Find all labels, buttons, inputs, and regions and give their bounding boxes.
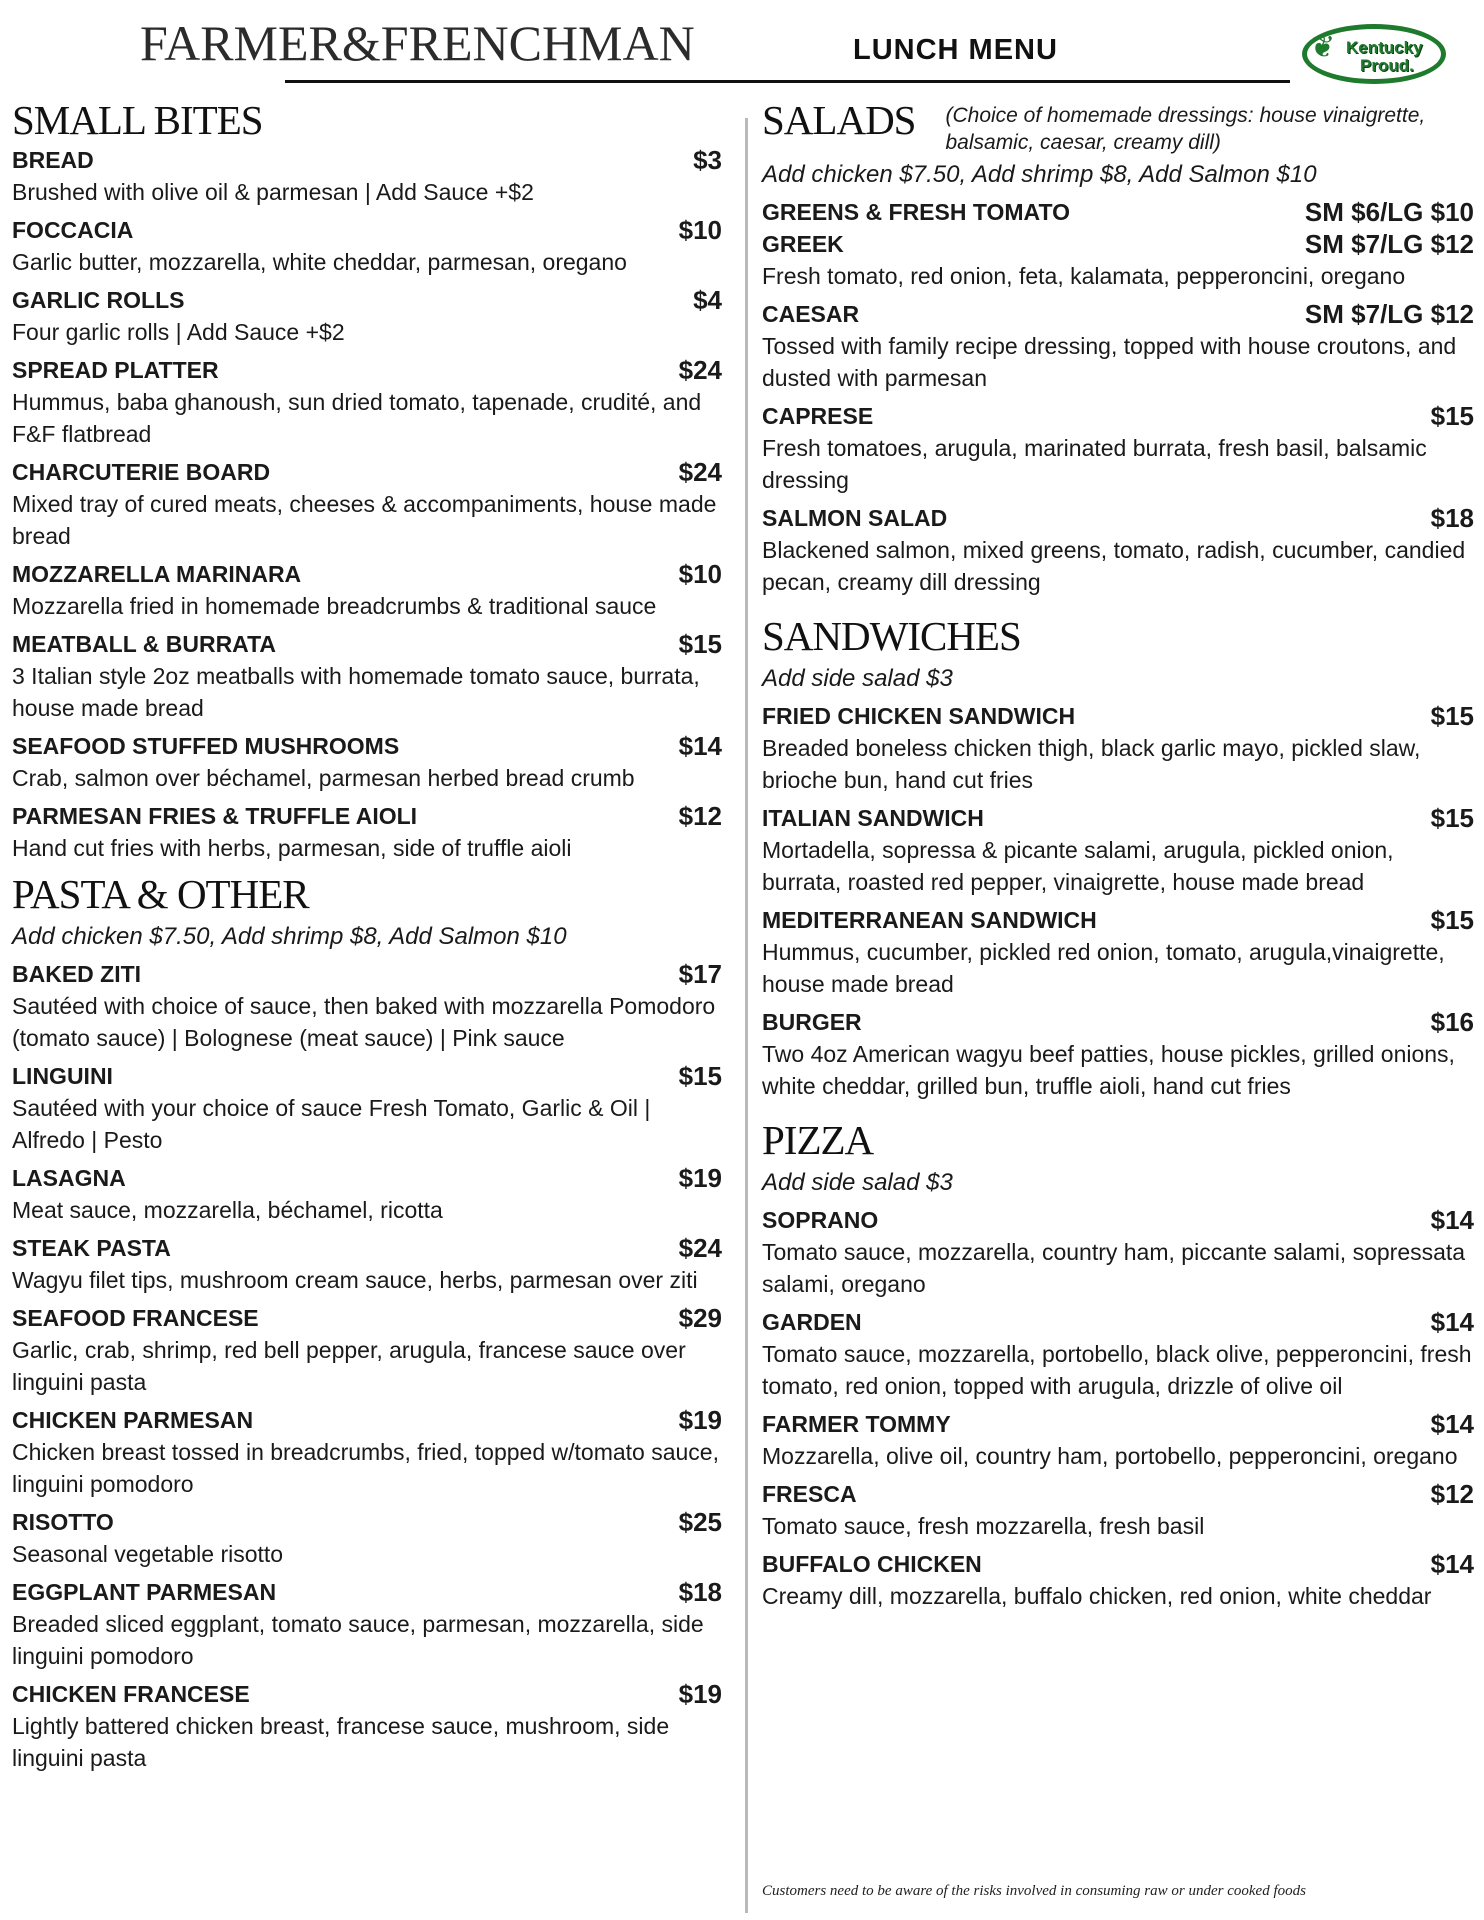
menu-item [12,1678,722,1774]
menu-item-description: Mixed tray of cured meats, cheeses & accompaniments, house made bread [12,491,717,549]
menu-item-header [762,802,1474,834]
menu-item-price: SM $6/LG $10 [1304,197,1474,227]
menu-item-name: ITALIAN SANDWICH [762,805,984,831]
menu-item-header [762,1478,1474,1510]
menu-item-header [12,1506,722,1538]
menu-item-price: $4 [693,285,722,315]
menu-item-name: FARMER TOMMY [762,1411,951,1437]
menu-item [762,1006,1474,1102]
menu-item-description: Crab, salmon over béchamel, parmesan herbed bread crumb [12,765,635,791]
menu-item-name: SALMON SALAD [762,505,948,531]
sandwiches-addon-note: Add side salad $3 [762,665,953,692]
left-column [12,96,722,1780]
menu-item-description: Hummus, baba ghanoush, sun dried tomato, tapenade, crudité, and F&F flatbread [12,389,702,447]
menu-item [762,904,1474,1000]
menu-item-name: FRIED CHICKEN SANDWICH [762,703,1076,729]
menu-item-header [12,144,722,176]
section-heading-sandwiches: SANDWICHES [762,613,1021,659]
menu-item-description: Tomato sauce, fresh mozzarella, fresh basil [762,1513,1205,1539]
menu-item-header [12,354,722,386]
menu-item-description: Chicken breast tossed in breadcrumbs, fried, topped w/tomato sauce, linguini pomodoro [12,1439,719,1497]
menu-item-name: SOPRANO [762,1207,879,1233]
salads-dressing-note: (Choice of homemade dressings: house vinaigrette, balsamic, caesar, creamy dill) [945,104,1426,154]
menu-item [762,502,1474,598]
menu-item-description: Meat sauce, mozzarella, béchamel, ricotta [12,1197,443,1223]
section-heading-pasta: PASTA & OTHER [12,871,309,917]
menu-item-price: $18 [1430,503,1474,533]
right-column [762,96,1474,1618]
menu-item-price: $24 [678,1233,722,1263]
menu-item [12,730,722,794]
menu-item-price: SM $7/LG $12 [1304,229,1474,259]
menu-item-description: Breaded boneless chicken thigh, black garlic mayo, pickled slaw, brioche bun, hand cut fries [762,735,1421,793]
menu-item-description: Two 4oz American wagyu beef patties, house pickles, grilled onions, white cheddar, grilled bun, truffle aioli, hand cut fries [762,1041,1455,1099]
menu-item-name: CHICKEN PARMESAN [12,1407,254,1433]
menu-item [12,1162,722,1226]
bird-icon: ❦ [1310,31,1336,64]
menu-item-price: $25 [678,1507,722,1537]
menu-item-price: $15 [678,1061,722,1091]
menu-item [762,1478,1474,1542]
menu-item-description: Sautéed with choice of sauce, then baked with mozzarella Pomodoro (tomato sauce) | Bolognese (meat sauce) | Pink sauce [12,993,716,1051]
menu-item-price: $14 [1430,1205,1474,1235]
small-bites-list [12,144,722,864]
menu-item-price: $15 [1430,701,1474,731]
menu-item-name: BUFFALO CHICKEN [762,1551,982,1577]
menu-item-price: $18 [678,1577,722,1607]
menu-item [762,1408,1474,1472]
menu-item-header [12,1404,722,1436]
menu-item-price: $15 [1430,905,1474,935]
menu-item-price: $15 [1430,401,1474,431]
menu-item-header [762,1408,1474,1440]
menu-item [762,228,1474,292]
menu-item-name: SPREAD PLATTER [12,357,219,383]
menu-item-name: GARDEN [762,1309,862,1335]
menu-item [12,958,722,1054]
menu-item [762,1548,1474,1612]
menu-item-price: $14 [678,731,722,761]
menu-item-name: SEAFOOD FRANCESE [12,1305,259,1331]
menu-item-price: $17 [678,959,722,989]
menu-item-price: $10 [678,559,722,589]
menu-item-header [12,1060,722,1092]
menu-item-header [12,284,722,316]
pizza-list [762,1204,1474,1612]
menu-item-header [762,1006,1474,1038]
menu-item-header [762,400,1474,432]
menu-item-header [12,1232,722,1264]
menu-item-price: $24 [678,355,722,385]
menu-item [12,628,722,724]
section-heading-small-bites: SMALL BITES [12,97,263,143]
menu-item [762,298,1474,394]
menu-item-header [762,196,1474,228]
menu-item-name: PARMESAN FRIES & TRUFFLE AIOLI [12,803,418,829]
pasta-list [12,958,722,1774]
menu-item-header [12,558,722,590]
menu-item-description: Lightly battered chicken breast, francese sauce, mushroom, side linguini pasta [12,1713,670,1771]
menu-item-name: LINGUINI [12,1063,113,1089]
menu-item-price: $12 [1430,1479,1474,1509]
menu-item-name: RISOTTO [12,1509,114,1535]
menu-title: LUNCH MENU [853,34,1058,66]
menu-item-price: $19 [678,1679,722,1709]
menu-item-description: Sautéed with your choice of sauce Fresh Tomato, Garlic & Oil | Alfredo | Pesto [12,1095,651,1153]
menu-item-description: Creamy dill, mozzarella, buffalo chicken, red onion, white cheddar [762,1583,1432,1609]
menu-item-header [12,730,722,762]
menu-item-description: Tomato sauce, mozzarella, portobello, black olive, pepperoncini, fresh tomato, red onion, topped with arugula, drizzle of olive oil [762,1341,1472,1399]
menu-item-header [12,958,722,990]
salads-list [762,196,1474,598]
menu-item-header [12,1162,722,1194]
column-divider [745,118,748,1913]
menu-item-header [12,1302,722,1334]
menu-item-price: $19 [678,1405,722,1435]
menu-item-description: Brushed with olive oil & parmesan | Add Sauce +$2 [12,179,534,205]
menu-item [12,1506,722,1570]
menu-item-price: $24 [678,457,722,487]
menu-item-description: Garlic butter, mozzarella, white cheddar, parmesan, oregano [12,249,627,275]
menu-item-price: $15 [1430,803,1474,833]
menu-item-description: Four garlic rolls | Add Sauce +$2 [12,319,345,345]
menu-item-header [12,800,722,832]
menu-item-description: Fresh tomato, red onion, feta, kalamata, pepperoncini, oregano [762,263,1406,289]
menu-item-price: $12 [678,801,722,831]
logo-word-2: Proud. [1360,56,1414,75]
menu-item-header [12,214,722,246]
salads-addon-note: Add chicken $7.50, Add shrimp $8, Add Salmon $10 [762,161,1317,188]
menu-item-price: $14 [1430,1307,1474,1337]
restaurant-name: FARMER&FRENCHMAN [140,15,695,71]
menu-item [12,558,722,622]
menu-item [762,1204,1474,1300]
menu-item [12,1302,722,1398]
menu-item-name: CAESAR [762,301,860,327]
menu-item-header [762,1306,1474,1338]
menu-item-name: BURGER [762,1009,862,1035]
food-safety-disclaimer: Customers need to be aware of the risks involved in consuming raw or under cooked foods [762,1883,1306,1899]
menu-item [12,144,722,208]
menu-item-description: Seasonal vegetable risotto [12,1541,284,1567]
sandwiches-list [762,700,1474,1102]
menu-item-name: GREEK [762,231,844,257]
menu-item-header [762,700,1474,732]
menu-item-description: Tossed with family recipe dressing, topped with house croutons, and dusted with parmesan [762,333,1457,391]
menu-item [12,354,722,450]
section-heading-salads: SALADS [762,97,916,143]
menu-item-name: BREAD [12,147,94,173]
menu-item-price: $14 [1430,1549,1474,1579]
menu-item-description: Hand cut fries with herbs, parmesan, side of truffle aioli [12,835,572,861]
menu-item-name: CHICKEN FRANCESE [12,1681,250,1707]
menu-item-name: MEATBALL & BURRATA [12,631,277,657]
menu-item [12,1404,722,1500]
menu-item [12,214,722,278]
menu-item-name: SEAFOOD STUFFED MUSHROOMS [12,733,400,759]
menu-item-price: SM $7/LG $12 [1304,299,1474,329]
menu-item-description: Tomato sauce, mozzarella, country ham, piccante salami, sopressata salami, oregano [762,1239,1466,1297]
menu-item-price: $10 [678,215,722,245]
menu-item-header [12,628,722,660]
menu-item-header [12,456,722,488]
salads-header [762,96,1474,156]
menu-item-name: LASAGNA [12,1165,126,1191]
menu-item-price: $15 [678,629,722,659]
menu-item [762,1306,1474,1402]
menu-item-description: Blackened salmon, mixed greens, tomato, radish, cucumber, candied pecan, creamy dill dressing [762,537,1466,595]
logo-word-1: Kentucky [1346,38,1423,57]
menu-item-price: $3 [693,145,722,175]
pizza-addon-note: Add side salad $3 [762,1169,953,1196]
menu-item-name: CAPRESE [762,403,874,429]
menu-item-header [762,502,1474,534]
menu-item-description: Mozzarella fried in homemade breadcrumbs & traditional sauce [12,593,657,619]
menu-item-price: $16 [1430,1007,1474,1037]
menu-item-price: $14 [1430,1409,1474,1439]
menu-item-description: Fresh tomatoes, arugula, marinated burrata, fresh basil, balsamic dressing [762,435,1427,493]
menu-item-name: GREENS & FRESH TOMATO [762,199,1070,225]
menu-item-name: CHARCUTERIE BOARD [12,459,271,485]
menu-item [762,802,1474,898]
menu-item-name: BAKED ZITI [12,961,142,987]
menu-item-name: MOZZARELLA MARINARA [12,561,302,587]
menu-item-header [762,1204,1474,1236]
menu-item [12,284,722,348]
menu-item-name: GARLIC ROLLS [12,287,185,313]
menu-item-name: FOCCACIA [12,217,134,243]
menu-item-header [762,1548,1474,1580]
menu-item-name: MEDITERRANEAN SANDWICH [762,907,1097,933]
menu-item-description: Hummus, cucumber, pickled red onion, tomato, arugula,vinaigrette, house made bread [762,939,1445,997]
menu-item-description: Mozzarella, olive oil, country ham, portobello, pepperoncini, oregano [762,1443,1458,1469]
menu-item-price: $29 [678,1303,722,1333]
menu-item-description: 3 Italian style 2oz meatballs with homemade tomato sauce, burrata, house made bread [12,663,700,721]
menu-item-header [762,228,1474,260]
menu-item-description: Breaded sliced eggplant, tomato sauce, parmesan, mozzarella, side linguini pomodoro [12,1611,704,1669]
menu-item-price: $19 [678,1163,722,1193]
menu-item-header [762,904,1474,936]
pasta-addon-note: Add chicken $7.50, Add shrimp $8, Add Salmon $10 [12,923,567,950]
menu-item-description: Mortadella, sopressa & picante salami, arugula, pickled onion, burrata, roasted red pepper, vinaigrette, house made bread [762,837,1394,895]
menu-item [12,1232,722,1296]
menu-item-name: EGGPLANT PARMESAN [12,1579,277,1605]
menu-item [12,456,722,552]
menu-item [762,700,1474,796]
menu-item [762,400,1474,496]
menu-item-name: FRESCA [762,1481,857,1507]
menu-item-header [762,298,1474,330]
menu-item-header [12,1576,722,1608]
menu-item [12,1060,722,1156]
section-heading-pizza: PIZZA [762,1117,874,1163]
menu-item-description: Garlic, crab, shrimp, red bell pepper, arugula, francese sauce over linguini pasta [12,1337,686,1395]
menu-item [12,1576,722,1672]
menu-item-name: STEAK PASTA [12,1235,171,1261]
kentucky-proud-logo [1302,18,1452,88]
menu-item [762,196,1474,228]
menu-item-description: Wagyu filet tips, mushroom cream sauce, herbs, parmesan over ziti [12,1267,698,1293]
menu-item [12,800,722,864]
header-divider [285,80,1290,83]
menu-item-header [12,1678,722,1710]
